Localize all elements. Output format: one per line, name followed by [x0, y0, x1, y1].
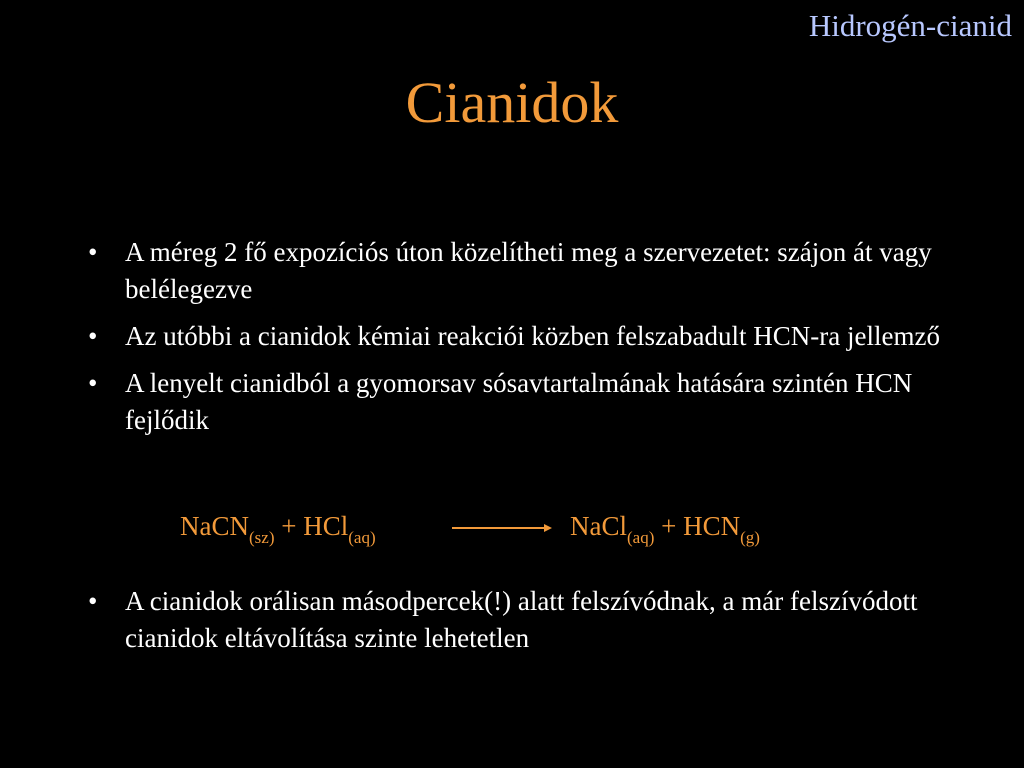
bullet-item — [88, 234, 968, 308]
equation-products — [570, 506, 760, 546]
reactant-nacn: NaCN — [180, 511, 249, 541]
bullet-icon: • — [88, 368, 98, 398]
bullet-text: Az utóbbi a cianidok kémiai reakciói közben felszabadult HCN-ra jellemző — [125, 321, 940, 351]
section-title: Hidrogén-cianid — [808, 8, 1012, 43]
bullet-item — [88, 365, 968, 439]
equation-reactants — [180, 506, 376, 546]
product-hcn: HCN — [683, 511, 741, 541]
product-nacl: NaCl — [570, 511, 627, 541]
chemical-equation — [0, 506, 1024, 550]
plus-sign: + — [281, 511, 297, 541]
product-nacl-state: (aq) — [627, 528, 655, 547]
bullet-list — [88, 234, 968, 449]
bullet-item — [88, 583, 968, 657]
bullet-icon: • — [88, 586, 98, 616]
bullet-text: A lenyelt cianidból a gyomorsav sósavtartalmának hatására szintén HCN fejlődik — [125, 368, 913, 435]
bullet-item — [88, 318, 968, 355]
bullet-icon: • — [88, 237, 98, 267]
reaction-arrow-icon — [452, 518, 552, 538]
bullet-text: A méreg 2 fő expozíciós úton közelítheti meg a szervezetet: szájon át vagy belélegezve — [125, 237, 932, 304]
reactant-nacn-state: (sz) — [249, 528, 275, 547]
plus-sign: + — [661, 511, 677, 541]
product-hcn-state: (g) — [740, 528, 760, 547]
bullet-text: A cianidok orálisan másodpercek(!) alatt felszívódnak, a már felszívódott cianidok eltávolítása szinte lehetetlen — [125, 586, 918, 653]
slide-title: Cianidok — [405, 70, 619, 135]
reactant-hcl-state: (aq) — [348, 528, 376, 547]
reactant-hcl: HCl — [303, 511, 349, 541]
bullet-icon: • — [88, 321, 98, 351]
